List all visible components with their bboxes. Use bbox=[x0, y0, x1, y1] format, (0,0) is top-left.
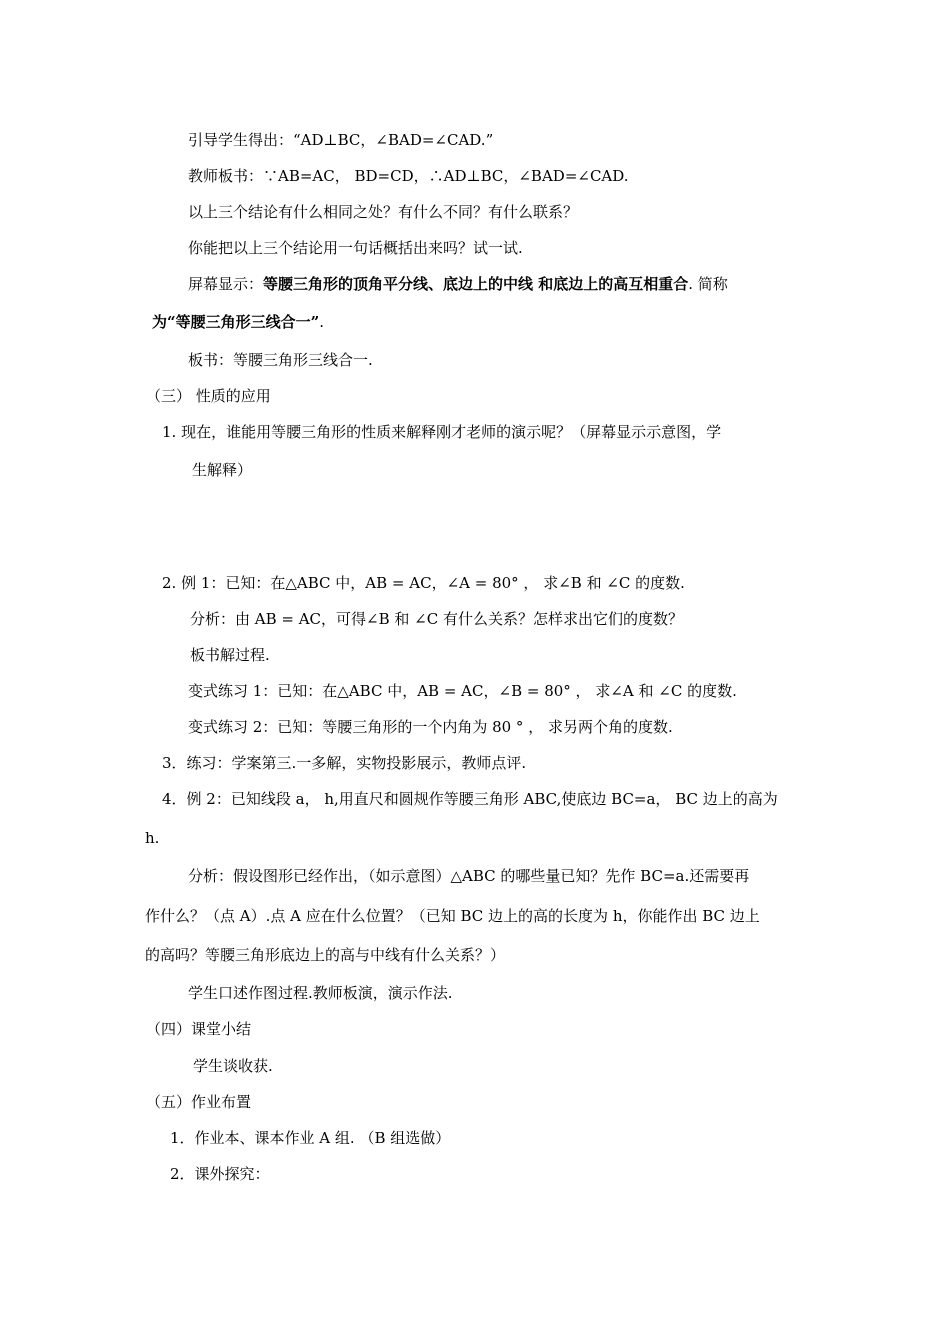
paragraph-line: 你能把以上三个结论用一句话概括出来吗？试一试. bbox=[188, 239, 523, 257]
list-item: 3．练习：学案第三.一多解，实物投影展示，教师点评. bbox=[162, 754, 527, 772]
paragraph-line: 变式练习 1：已知：在△ABC 中，AB = AC，∠B = 80° ， 求∠A 和 ∠C 的度数. bbox=[188, 682, 737, 700]
list-item: 4．例 2：已知线段 a， h,用直尺和圆规作等腰三角形 ABC,使底边 BC=a， BC 边上的高为 bbox=[162, 790, 778, 808]
paragraph-line: 变式练习 2：已知：等腰三角形的一个内角为 80 ° ， 求另两个角的度数. bbox=[188, 718, 673, 736]
trailing-text: . 简称 bbox=[688, 275, 728, 293]
list-item: 2．课外探究： bbox=[170, 1165, 270, 1183]
paragraph-line: 作什么？（点 A）.点 A 应在什么位置？（已知 BC 边上的高的长度为 h，你能作出 BC 边上 bbox=[145, 907, 760, 925]
paragraph-line: 的高吗？等腰三角形底边上的高与中线有什么关系？） bbox=[145, 946, 506, 964]
section-heading: （三） 性质的应用 bbox=[146, 387, 271, 405]
section-heading: （五）作业布置 bbox=[146, 1093, 252, 1111]
label-text: 屏幕显示： bbox=[188, 275, 264, 293]
bold-statement: 为“等腰三角形三线合一” bbox=[152, 313, 320, 331]
bold-statement: 等腰三角形的顶角平分线、底边上的中线 和底边上的高互相重合 bbox=[263, 275, 689, 293]
list-item: 1．作业本、课本作业 A 组. （B 组选做） bbox=[170, 1129, 451, 1147]
section-heading: （四）课堂小结 bbox=[146, 1020, 252, 1038]
paragraph-line bbox=[152, 312, 324, 332]
paragraph-line: 学生口述作图过程.教师板演，演示作法. bbox=[188, 984, 453, 1002]
paragraph-line: 学生谈收获. bbox=[193, 1057, 273, 1075]
list-item: 1. 现在，谁能用等腰三角形的性质来解释刚才老师的演示呢？（屏幕显示示意图，学 bbox=[162, 423, 722, 441]
paragraph-line: 分析：假设图形已经作出，（如示意图）△ABC 的哪些量已知？先作 BC=a.还需要再 bbox=[188, 867, 750, 885]
paragraph-line bbox=[188, 274, 728, 294]
list-item-continuation: h. bbox=[145, 829, 160, 847]
paragraph-line: 板书：等腰三角形三线合一. bbox=[188, 351, 373, 369]
paragraph-line: 分析：由 AB = AC，可得∠B 和 ∠C 有什么关系？怎样求出它们的度数？ bbox=[190, 610, 683, 628]
trailing-text: . bbox=[319, 313, 325, 331]
paragraph-line: 教师板书：∵AB=AC， BD=CD，∴AD⊥BC，∠BAD=∠CAD. bbox=[188, 167, 629, 185]
paragraph-line: 引导学生得出：“AD⊥BC，∠BAD=∠CAD.” bbox=[188, 131, 494, 149]
paragraph-line: 板书解过程. bbox=[190, 646, 270, 664]
paragraph-line: 以上三个结论有什么相同之处？有什么不同？有什么联系？ bbox=[188, 203, 579, 221]
list-item: 2. 例 1：已知：在△ABC 中，AB = AC，∠A = 80° ， 求∠B 和 ∠C 的度数. bbox=[162, 574, 685, 592]
list-item-continuation: 生解释） bbox=[192, 461, 253, 479]
